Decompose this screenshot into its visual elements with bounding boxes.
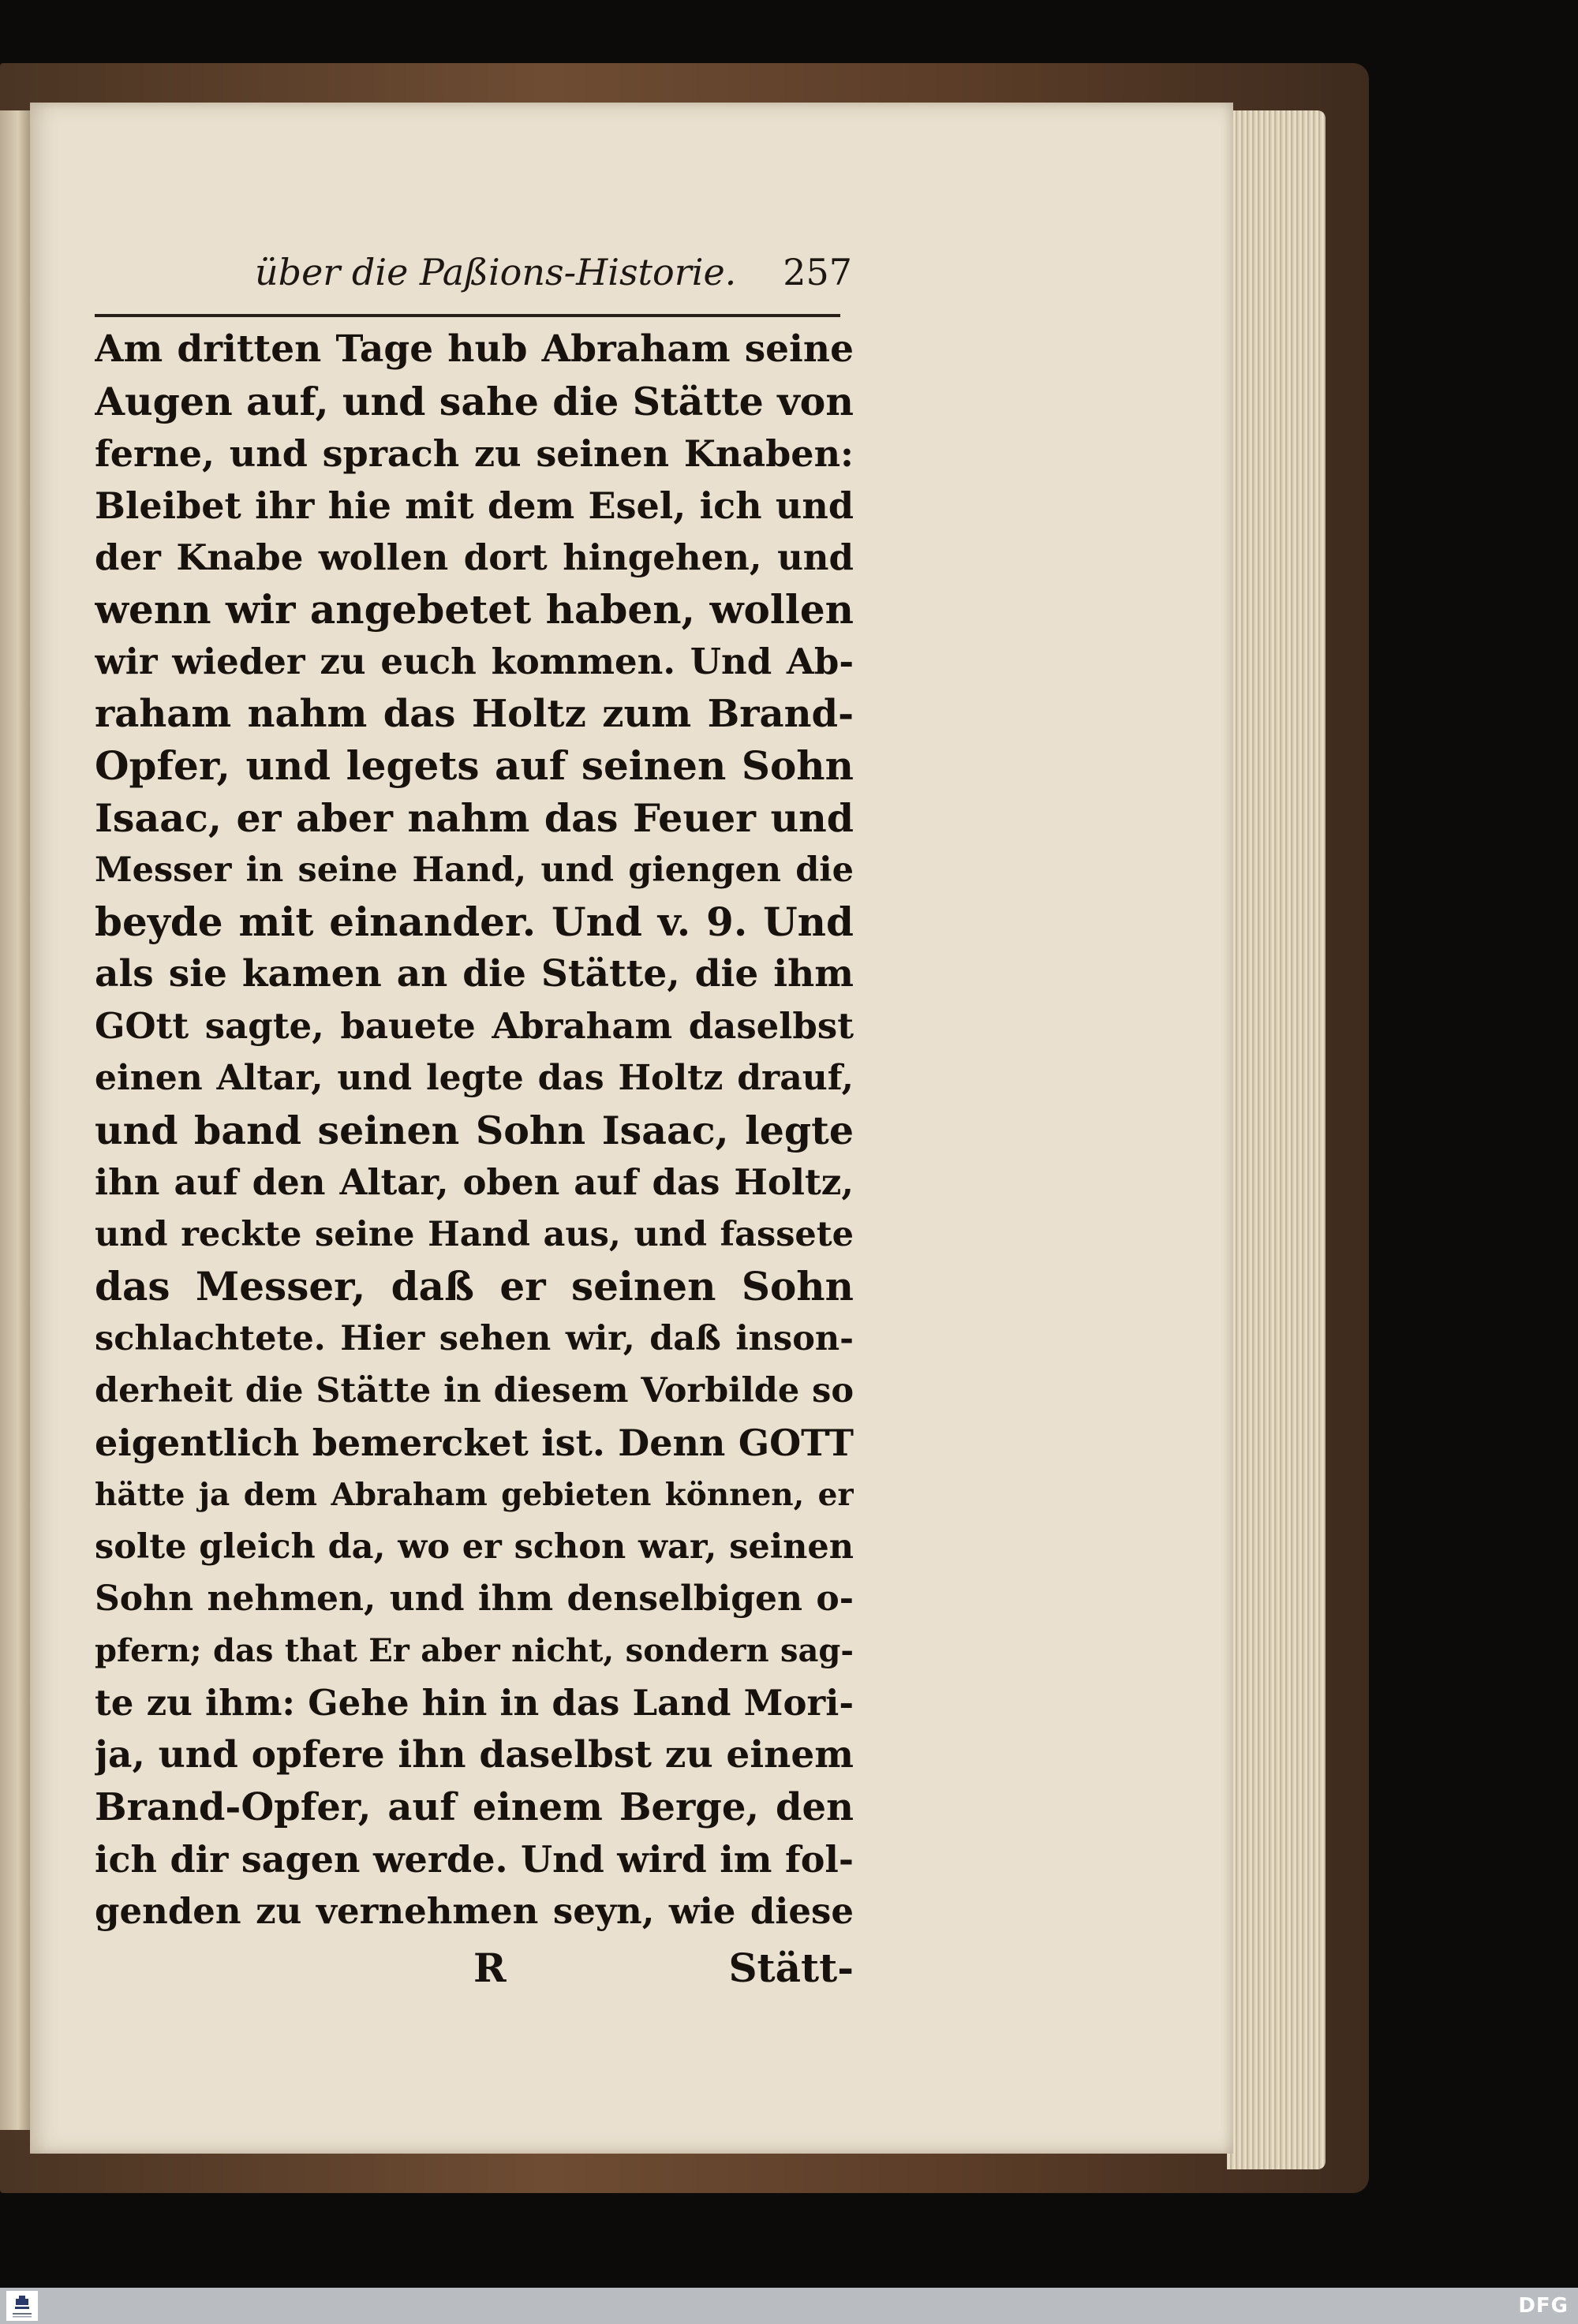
text-line: genden zu vernehmen seyn, wie diese	[95, 1890, 854, 1932]
text-line: GOtt sagte, bauete Abraham daselbst	[95, 1005, 854, 1047]
page-stack-edge	[1227, 110, 1326, 2169]
text-line: Messer in seine Hand, und giengen die	[95, 850, 854, 890]
text-line: raham nahm das Holtz zum Brand-	[95, 692, 854, 736]
text-line: eigentlich bemercket ist. Denn GOTT	[95, 1422, 854, 1464]
dfg-logo: DFG	[1518, 2294, 1569, 2318]
text-line: Isaac, er aber nahm das Feuer und	[95, 795, 854, 841]
text-line: ich dir sagen werde. Und wird im fol-	[95, 1838, 854, 1881]
page-header	[99, 251, 856, 306]
text-line: Opfer, und legets auf seinen Sohn	[95, 742, 854, 789]
catchword: Stätt-	[728, 1945, 854, 1991]
text-line: ja, und opfere ihn daselbst zu einem	[95, 1733, 854, 1777]
text-line: der Knabe wollen dort hingehen, und	[95, 536, 854, 578]
text-line: solte gleich da, wo er schon war, seinen	[95, 1527, 854, 1567]
text-line: wenn wir angebetet haben, wollen	[95, 586, 854, 633]
text-line: hätte ja dem Abraham gebieten können, er	[95, 1477, 854, 1513]
text-line: te zu ihm: Gehe hin in das Land Mori-	[95, 1682, 854, 1724]
signature-mark: R	[473, 1945, 507, 1991]
left-page-edge	[0, 110, 30, 2130]
library-crest-icon	[6, 2291, 38, 2321]
text-line: ihn auf den Altar, oben auf das Holtz,	[95, 1161, 854, 1203]
text-line: wir wieder zu euch kommen. Und Ab-	[95, 641, 854, 682]
text-line: Am dritten Tage hub Abraham seine	[95, 327, 854, 371]
viewer-bottom-bar	[0, 2288, 1578, 2324]
text-line: schlachtete. Hier sehen wir, daß inson-	[95, 1319, 854, 1358]
text-line: als sie kamen an die Stätte, die ihm	[95, 952, 854, 996]
body-text	[95, 323, 854, 1937]
text-line: derheit die Stätte in diesem Vorbilde so	[95, 1371, 854, 1410]
text-line: beyde mit einander. Und v. 9. Und	[95, 899, 854, 945]
text-line: Sohn nehmen, und ihm denselbigen o-	[95, 1579, 854, 1619]
text-line: das Messer, daß er seinen Sohn	[95, 1263, 854, 1310]
text-line: ferne, und sprach zu seinen Knaben:	[95, 432, 854, 475]
text-line: pfern; das that Er aber nicht, sondern sag-	[95, 1632, 854, 1669]
text-line: einen Altar, und legte das Holtz drauf,	[95, 1058, 854, 1098]
text-line: und band seinen Sohn Isaac, legte	[95, 1108, 854, 1153]
page-number: 257	[783, 251, 852, 293]
page-footer	[95, 1945, 854, 2000]
text-line: Bleibet ihr hie mit dem Esel, ich und	[95, 484, 854, 527]
text-line: und reckte seine Hand aus, und fassete	[95, 1215, 854, 1254]
running-head: über die Paßions-Historie.	[255, 251, 737, 293]
text-line: Augen auf, und sahe die Stätte von	[95, 379, 854, 424]
text-line: Brand-Opfer, auf einem Berge, den	[95, 1785, 854, 1829]
header-rule	[95, 314, 840, 317]
